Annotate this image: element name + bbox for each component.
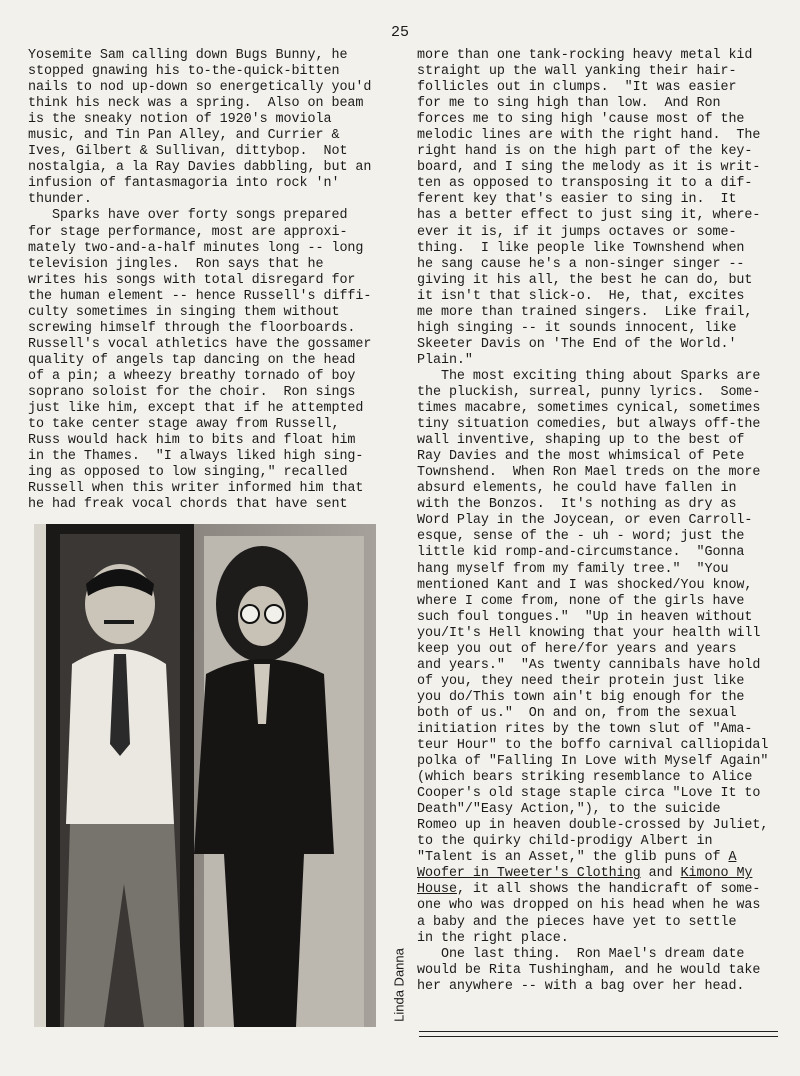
text-line: Cooper's old stage staple circa "Love It to [417, 786, 761, 802]
text-line: the pluckish, surreal, punny lyrics. Some- [417, 384, 761, 400]
text-segment: and [640, 866, 681, 882]
text-line: the human element -- hence Russell's diffi- [28, 288, 372, 304]
text-line: Ray Davies and the most whimsical of Pete [417, 449, 745, 465]
text-line: one who was dropped on his head when he was [417, 898, 761, 914]
text-line: thing. I like people like Townshend when [417, 240, 745, 256]
text-line: to the quirky child-prodigy Albert in [417, 834, 713, 850]
text-line: is the sneaky notion of 1920's moviola [28, 112, 332, 128]
text-line: nails to nod up-down so energetically you'd [28, 80, 372, 96]
text-line: The most exciting thing about Sparks are [417, 368, 761, 384]
text-segment: Kimono My [680, 866, 753, 882]
text-line: melodic lines are with the right hand. The [417, 128, 761, 144]
text-line [417, 850, 787, 866]
text-line: writes his songs with total disregard for [28, 272, 356, 288]
text-line: where I come from, none of the girls have [417, 593, 745, 609]
text-line: infusion of fantasmagoria into rock 'n' [28, 176, 340, 192]
text-line: forces me to sing high 'cause most of the [417, 112, 745, 128]
text-line: for me to sing high than low. And Ron [417, 96, 721, 112]
text-line: ten as opposed to transposing it to a dif- [417, 176, 753, 192]
photo-illustration [34, 524, 376, 1027]
text-line: of a pin; a wheezy breathy tornado of boy [28, 368, 356, 384]
left-column [28, 48, 384, 524]
text-line: Skeeter Davis on 'The End of the World.' [417, 336, 737, 352]
text-line: her anywhere -- with a bag over her head. [417, 978, 745, 994]
text-line: absurd elements, he could have fallen in [417, 481, 737, 497]
text-line: Yosemite Sam calling down Bugs Bunny, he [28, 48, 348, 63]
text-line: esque, sense of the - uh - word; just the [417, 529, 745, 545]
text-line: he sang cause he's a non-singer singer -- [417, 256, 745, 272]
text-line [417, 866, 787, 882]
text-segment: , it all shows the handicraft of some- [456, 882, 761, 898]
text-line: hang myself from my family tree." "You [417, 561, 729, 577]
text-line: for stage performance, most are approxi- [28, 224, 348, 240]
text-line: giving it his all, the best he can do, but [417, 272, 753, 288]
text-line: (which bears striking resemblance to Alice [417, 770, 753, 786]
text-line: keep you out of here/for years and years [417, 641, 737, 657]
text-line: straight up the wall yanking their hair- [417, 64, 737, 80]
text-line: in the Thames. "I always liked high sing- [28, 449, 364, 465]
text-line: polka of "Falling In Love with Myself Again" [417, 754, 769, 770]
text-line: just like him, except that if he attempted [28, 401, 364, 417]
text-segment: House [417, 882, 457, 898]
text-line: ever it is, if it jumps octaves or some- [417, 224, 737, 240]
text-line: initiation rites by the town slut of "Ama- [417, 721, 753, 737]
text-line: times macabre, sometimes cynical, sometimes [417, 401, 761, 417]
text-line: Word Play in the Joycean, or even Carroll- [417, 513, 753, 529]
text-line: it isn't that slick-o. He, that, excites [417, 288, 745, 304]
text-line: board, and I sing the melody as it is writ- [417, 160, 761, 176]
text-line: stopped gnawing his to-the-quick-bitten [28, 64, 340, 80]
text-line: tiny situation comedies, but always off-the [417, 417, 761, 433]
text-line: me more than trained singers. Like frail, [417, 304, 753, 320]
text-line: high singing -- it sounds innocent, like [417, 320, 737, 336]
text-line: of you, they need their protein just like [417, 673, 745, 689]
text-line: Townshend. When Ron Mael treds on the more [417, 465, 761, 481]
text-line: you do/This town ain't big enough for the [417, 689, 745, 705]
text-line: Plain." [417, 352, 473, 368]
text-line: both of us." On and on, from the sexual [417, 705, 737, 721]
text-line: thunder. [28, 192, 92, 208]
text-line: ing as opposed to low singing," recalled [28, 465, 348, 481]
text-line: little kid romp-and-circumstance. "Gonna [417, 545, 745, 561]
text-line: nostalgia, a la Ray Davies dabbling, but an [28, 160, 372, 176]
text-line: would be Rita Tushingham, and he would take [417, 962, 761, 978]
text-line: and years." "As twenty cannibals have hold [417, 657, 761, 673]
text-line: such foul tongues." "Up in heaven without [417, 609, 753, 625]
text-line: Russell's vocal athletics have the gossamer [28, 336, 372, 352]
text-line: One last thing. Ron Mael's dream date [417, 946, 745, 962]
text-segment: "Talent is an Asset," the glib puns of [417, 850, 729, 866]
text-segment: Woofer in Tweeter's Clothing [417, 866, 641, 882]
text-line: television jingles. Ron says that he [28, 256, 324, 272]
text-line: Russ would hack him to bits and float him [28, 433, 356, 449]
text-line: mately two-and-a-half minutes long -- long [28, 240, 364, 256]
text-line: more than one tank-rocking heavy metal kid [417, 48, 753, 63]
text-line: you/It's Hell knowing that your health will [417, 625, 761, 641]
text-line: wall inventive, shaping up to the best of [417, 433, 745, 449]
text-line: Sparks have over forty songs prepared [28, 208, 348, 224]
band-photo [34, 524, 376, 1027]
text-line: teur Hour" to the boffo carnival calliopidal [417, 738, 769, 754]
text-line: a baby and the pieces have yet to settle [417, 914, 737, 930]
text-line: with the Bonzos. It's nothing as dry as [417, 497, 737, 513]
text-line: culty sometimes in singing them without [28, 304, 340, 320]
end-rule-top [419, 1031, 778, 1032]
text-line: has a better effect to just sing it, where- [417, 208, 761, 224]
text-line: right hand is on the high part of the key- [417, 144, 753, 160]
text-line: think his neck was a spring. Also on beam [28, 96, 364, 112]
text-line: he had freak vocal chords that have sent [28, 497, 348, 513]
text-line: Death"/"Easy Action,"), to the suicide [417, 802, 721, 818]
text-line: soprano soloist for the choir. Ron sings [28, 384, 356, 400]
end-rule-bottom [419, 1036, 778, 1037]
text-line: to take center stage away from Russell, [28, 417, 340, 433]
text-line: in the right place. [417, 930, 569, 946]
text-line: follicles out in clumps. "It was easier [417, 80, 737, 96]
text-line: mentioned Kant and I was shocked/You know, [417, 577, 753, 593]
text-line: screwing himself through the floorboards. [28, 320, 356, 336]
text-line: quality of angels tap dancing on the head [28, 352, 356, 368]
text-line [417, 882, 787, 898]
text-line: ferent key that's easier to sing in. It [417, 192, 737, 208]
text-line: Russell when this writer informed him that [28, 481, 364, 497]
text-segment: A [728, 850, 737, 866]
right-column [417, 48, 787, 995]
text-line: Romeo up in heaven double-crossed by Juliet, [417, 818, 769, 834]
page-number: 25 [390, 24, 409, 41]
text-line: music, and Tin Pan Alley, and Currier & [28, 128, 340, 144]
photo-credit: Linda Danna [391, 948, 407, 1022]
text-line: Ives, Gilbert & Sullivan, dittybop. Not [28, 144, 348, 160]
